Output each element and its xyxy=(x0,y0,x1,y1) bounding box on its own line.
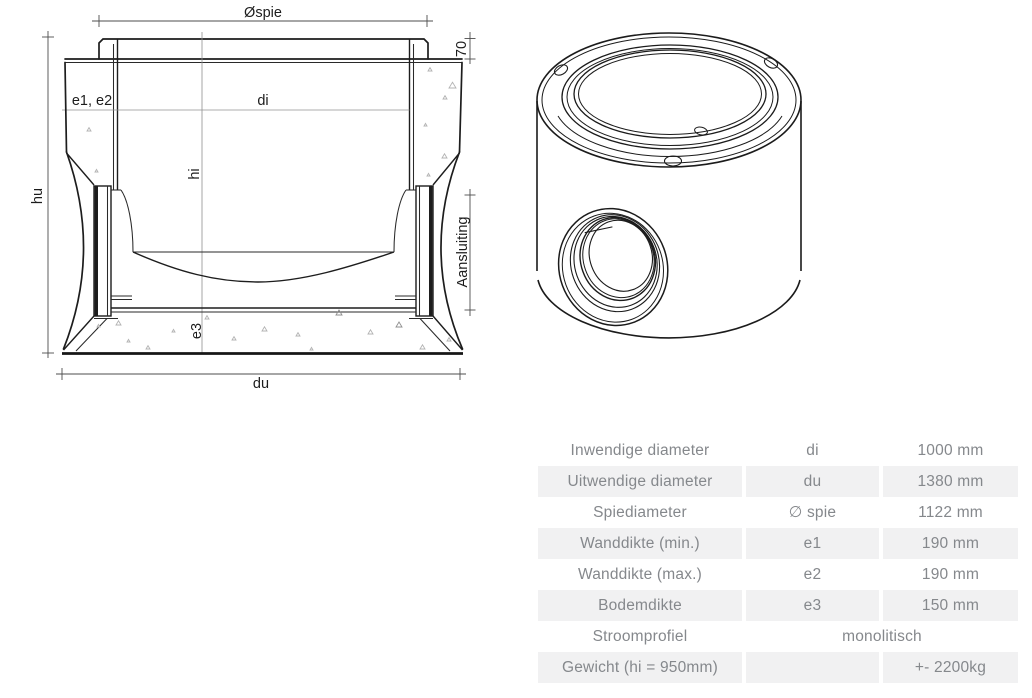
spec-label: Stroomprofiel xyxy=(592,627,688,645)
spec-value: 150 mm xyxy=(883,590,1018,621)
dim-label-outer-diameter: du xyxy=(252,376,270,392)
spec-value: 1000 mm xyxy=(917,441,984,459)
spec-symbol: e1 xyxy=(746,528,879,559)
table-row xyxy=(538,497,1018,528)
spec-label: Inwendige diameter xyxy=(570,441,710,459)
spec-value: 190 mm xyxy=(883,528,1018,559)
spec-value: 1380 mm xyxy=(883,466,1018,497)
dim-label-inner-diameter: di xyxy=(257,93,269,109)
dim-label-outer-height: hu xyxy=(30,187,46,205)
table-row xyxy=(538,652,1018,683)
spec-label: Uitwendige diameter xyxy=(538,466,742,497)
cross-section-view xyxy=(30,5,476,392)
table-row xyxy=(538,466,1018,497)
spec-label: Wanddikte (max.) xyxy=(577,565,703,583)
spec-label: Spiediameter xyxy=(593,503,687,521)
spec-symbol: e2 xyxy=(803,565,822,583)
dim-label-spigot-height: 70 xyxy=(454,40,470,58)
table-row xyxy=(538,590,1018,621)
spec-label: Gewicht (hi = 950mm) xyxy=(538,652,742,683)
spec-table xyxy=(538,435,1018,683)
spec-value: 1122 mm xyxy=(918,503,983,521)
spec-symbol: e3 xyxy=(746,590,879,621)
table-row xyxy=(538,621,1018,652)
spec-symbol xyxy=(746,652,879,683)
dim-label-wall-thickness: e1, e2 xyxy=(71,93,113,109)
spec-value: +- 2200kg xyxy=(883,652,1018,683)
isometric-view xyxy=(537,33,801,341)
pipe-opening xyxy=(542,193,684,341)
spec-symbol: du xyxy=(746,466,879,497)
spec-symbol: di xyxy=(806,441,819,459)
spec-label: Wanddikte (min.) xyxy=(538,528,742,559)
spec-label: Bodemdikte xyxy=(538,590,742,621)
spec-symbol: ∅ spie xyxy=(788,504,837,521)
table-row xyxy=(538,435,1018,466)
dim-label-spigot-diameter: Øspie xyxy=(244,5,282,21)
dim-label-inner-height: hi xyxy=(187,168,203,180)
table-row xyxy=(538,528,1018,559)
dim-label-floor-thickness: e3 xyxy=(189,322,205,340)
spec-value: 190 mm xyxy=(921,565,980,583)
table-row xyxy=(538,559,1018,590)
dim-label-connection: Aansluiting xyxy=(455,216,471,288)
spec-value: monolitisch xyxy=(842,627,922,645)
